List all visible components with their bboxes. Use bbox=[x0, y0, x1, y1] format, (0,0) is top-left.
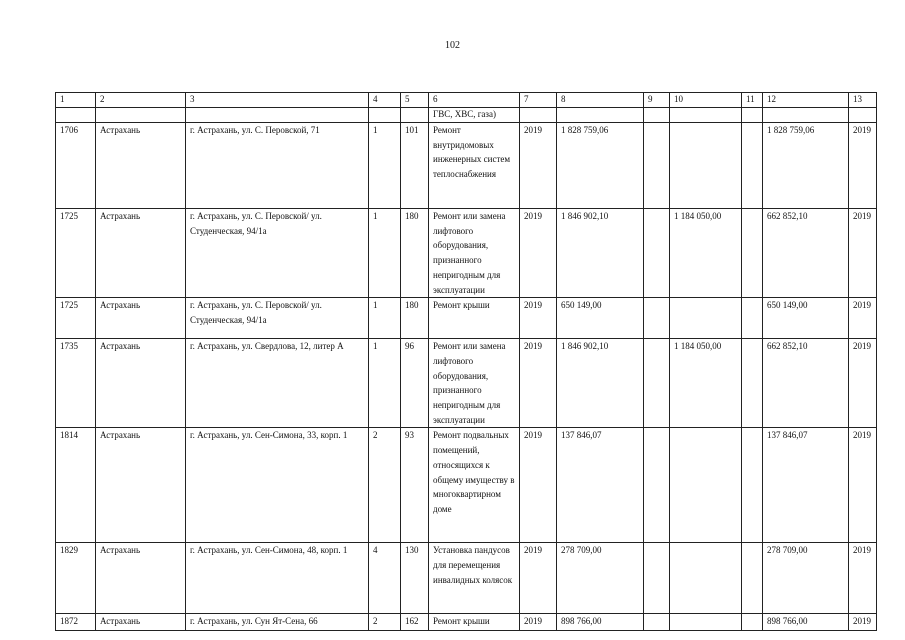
empty-cell bbox=[369, 108, 401, 123]
column-9-cell bbox=[644, 428, 670, 543]
year-cell: 2019 bbox=[520, 209, 557, 298]
column-number: 8 bbox=[557, 93, 644, 108]
completion-year-cell: 2019 bbox=[849, 543, 877, 614]
table-row bbox=[56, 543, 877, 614]
column-number: 1 bbox=[56, 93, 96, 108]
total-cost-cell: 650 149,00 bbox=[557, 298, 644, 339]
column-number: 11 bbox=[742, 93, 763, 108]
column-10-cell bbox=[670, 614, 742, 631]
capital-repair-table bbox=[55, 92, 877, 631]
column-number: 2 bbox=[96, 93, 186, 108]
column-9-cell bbox=[644, 543, 670, 614]
address-cell: г. Астрахань, ул. С. Перовской, 71 bbox=[186, 123, 369, 209]
city-cell: Астрахань bbox=[96, 209, 186, 298]
column-5-cell: 96 bbox=[401, 339, 429, 428]
work-type-cell: Ремонт подвальных помещений, относящихся к общему имуществу в многоквартирном доме bbox=[429, 428, 520, 543]
column-10-cell bbox=[670, 123, 742, 209]
work-type-cell: Ремонт внутридомовых инженерных систем теплоснабжения bbox=[429, 123, 520, 209]
total-cost-cell: 278 709,00 bbox=[557, 543, 644, 614]
column-5-cell: 180 bbox=[401, 298, 429, 339]
address-cell: г. Астрахань, ул. Сен-Симона, 33, корп. 1 bbox=[186, 428, 369, 543]
column-number: 12 bbox=[763, 93, 849, 108]
column-4-cell: 2 bbox=[369, 428, 401, 543]
city-cell: Астрахань bbox=[96, 428, 186, 543]
empty-cell bbox=[644, 108, 670, 123]
column-10-cell: 1 184 050,00 bbox=[670, 339, 742, 428]
address-cell: г. Астрахань, ул. Сен-Симона, 48, корп. 1 bbox=[186, 543, 369, 614]
column-9-cell bbox=[644, 339, 670, 428]
column-4-cell: 1 bbox=[369, 123, 401, 209]
empty-cell bbox=[401, 108, 429, 123]
column-10-cell: 1 184 050,00 bbox=[670, 209, 742, 298]
column-number: 3 bbox=[186, 93, 369, 108]
column-9-cell bbox=[644, 298, 670, 339]
column-12-cell: 662 852,10 bbox=[763, 339, 849, 428]
address-cell: г. Астрахань, ул. Свердлова, 12, литер А bbox=[186, 339, 369, 428]
record-id-cell: 1725 bbox=[56, 209, 96, 298]
column-11-cell bbox=[742, 614, 763, 631]
year-cell: 2019 bbox=[520, 123, 557, 209]
column-11-cell bbox=[742, 339, 763, 428]
record-id-cell: 1735 bbox=[56, 339, 96, 428]
table-row bbox=[56, 298, 877, 339]
column-5-cell: 130 bbox=[401, 543, 429, 614]
record-id-cell: 1829 bbox=[56, 543, 96, 614]
column-11-cell bbox=[742, 123, 763, 209]
column-10-cell bbox=[670, 428, 742, 543]
city-cell: Астрахань bbox=[96, 123, 186, 209]
column-11-cell bbox=[742, 209, 763, 298]
total-cost-cell: 1 828 759,06 bbox=[557, 123, 644, 209]
address-cell: г. Астрахань, ул. С. Перовской/ ул. Студенческая, 94/1а bbox=[186, 209, 369, 298]
column-5-cell: 93 bbox=[401, 428, 429, 543]
column-12-cell: 662 852,10 bbox=[763, 209, 849, 298]
record-id-cell: 1872 bbox=[56, 614, 96, 631]
city-cell: Астрахань bbox=[96, 543, 186, 614]
column-9-cell bbox=[644, 614, 670, 631]
completion-year-cell: 2019 bbox=[849, 614, 877, 631]
column-number: 13 bbox=[849, 93, 877, 108]
record-id-cell: 1706 bbox=[56, 123, 96, 209]
city-cell: Астрахань bbox=[96, 339, 186, 428]
column-5-cell: 101 bbox=[401, 123, 429, 209]
column-4-cell: 2 bbox=[369, 614, 401, 631]
column-11-cell bbox=[742, 543, 763, 614]
column-4-cell: 1 bbox=[369, 298, 401, 339]
page-number: 102 bbox=[445, 40, 460, 51]
column-number: 6 bbox=[429, 93, 520, 108]
empty-cell bbox=[763, 108, 849, 123]
year-cell: 2019 bbox=[520, 339, 557, 428]
column-11-cell bbox=[742, 298, 763, 339]
total-cost-cell: 1 846 902,10 bbox=[557, 209, 644, 298]
address-cell: г. Астрахань, ул. С. Перовской/ ул. Студенческая, 94/1а bbox=[186, 298, 369, 339]
work-type-cell: Установка пандусов для перемещения инвалидных колясок bbox=[429, 543, 520, 614]
column-12-cell: 278 709,00 bbox=[763, 543, 849, 614]
column-12-cell: 137 846,07 bbox=[763, 428, 849, 543]
column-4-cell: 1 bbox=[369, 209, 401, 298]
completion-year-cell: 2019 bbox=[849, 428, 877, 543]
total-cost-cell: 137 846,07 bbox=[557, 428, 644, 543]
table-row bbox=[56, 428, 877, 543]
column-number-row bbox=[56, 93, 877, 108]
total-cost-cell: 1 846 902,10 bbox=[557, 339, 644, 428]
column-4-cell: 4 bbox=[369, 543, 401, 614]
table-row bbox=[56, 123, 877, 209]
continuation-row bbox=[56, 108, 877, 123]
year-cell: 2019 bbox=[520, 614, 557, 631]
completion-year-cell: 2019 bbox=[849, 339, 877, 428]
city-cell: Астрахань bbox=[96, 614, 186, 631]
column-number: 5 bbox=[401, 93, 429, 108]
column-number: 4 bbox=[369, 93, 401, 108]
column-number: 7 bbox=[520, 93, 557, 108]
city-cell: Астрахань bbox=[96, 298, 186, 339]
table-row bbox=[56, 614, 877, 631]
column-12-cell: 898 766,00 bbox=[763, 614, 849, 631]
empty-cell bbox=[742, 108, 763, 123]
column-5-cell: 162 bbox=[401, 614, 429, 631]
empty-cell bbox=[96, 108, 186, 123]
column-number: 10 bbox=[670, 93, 742, 108]
work-type-cell: Ремонт или замена лифтового оборудования, признанного непригодным для эксплуатации bbox=[429, 339, 520, 428]
column-9-cell bbox=[644, 209, 670, 298]
column-10-cell bbox=[670, 298, 742, 339]
empty-cell bbox=[557, 108, 644, 123]
work-type-cell: Ремонт или замена лифтового оборудования, признанного непригодным для эксплуатации bbox=[429, 209, 520, 298]
empty-cell bbox=[520, 108, 557, 123]
column-11-cell bbox=[742, 428, 763, 543]
column-number: 9 bbox=[644, 93, 670, 108]
address-cell: г. Астрахань, ул. Сун Ят-Сена, 66 bbox=[186, 614, 369, 631]
table-row bbox=[56, 209, 877, 298]
empty-cell bbox=[849, 108, 877, 123]
year-cell: 2019 bbox=[520, 428, 557, 543]
total-cost-cell: 898 766,00 bbox=[557, 614, 644, 631]
column-12-cell: 650 149,00 bbox=[763, 298, 849, 339]
record-id-cell: 1814 bbox=[56, 428, 96, 543]
completion-year-cell: 2019 bbox=[849, 298, 877, 339]
work-type-cell: Ремонт крыши bbox=[429, 298, 520, 339]
column-5-cell: 180 bbox=[401, 209, 429, 298]
completion-year-cell: 2019 bbox=[849, 209, 877, 298]
empty-cell bbox=[186, 108, 369, 123]
year-cell: 2019 bbox=[520, 543, 557, 614]
continuation-work-type: ГВС, ХВС, газа) bbox=[429, 108, 520, 123]
empty-cell bbox=[56, 108, 96, 123]
empty-cell bbox=[670, 108, 742, 123]
table-row bbox=[56, 339, 877, 428]
year-cell: 2019 bbox=[520, 298, 557, 339]
completion-year-cell: 2019 bbox=[849, 123, 877, 209]
column-10-cell bbox=[670, 543, 742, 614]
column-9-cell bbox=[644, 123, 670, 209]
column-4-cell: 1 bbox=[369, 339, 401, 428]
record-id-cell: 1725 bbox=[56, 298, 96, 339]
column-12-cell: 1 828 759,06 bbox=[763, 123, 849, 209]
work-type-cell: Ремонт крыши bbox=[429, 614, 520, 631]
